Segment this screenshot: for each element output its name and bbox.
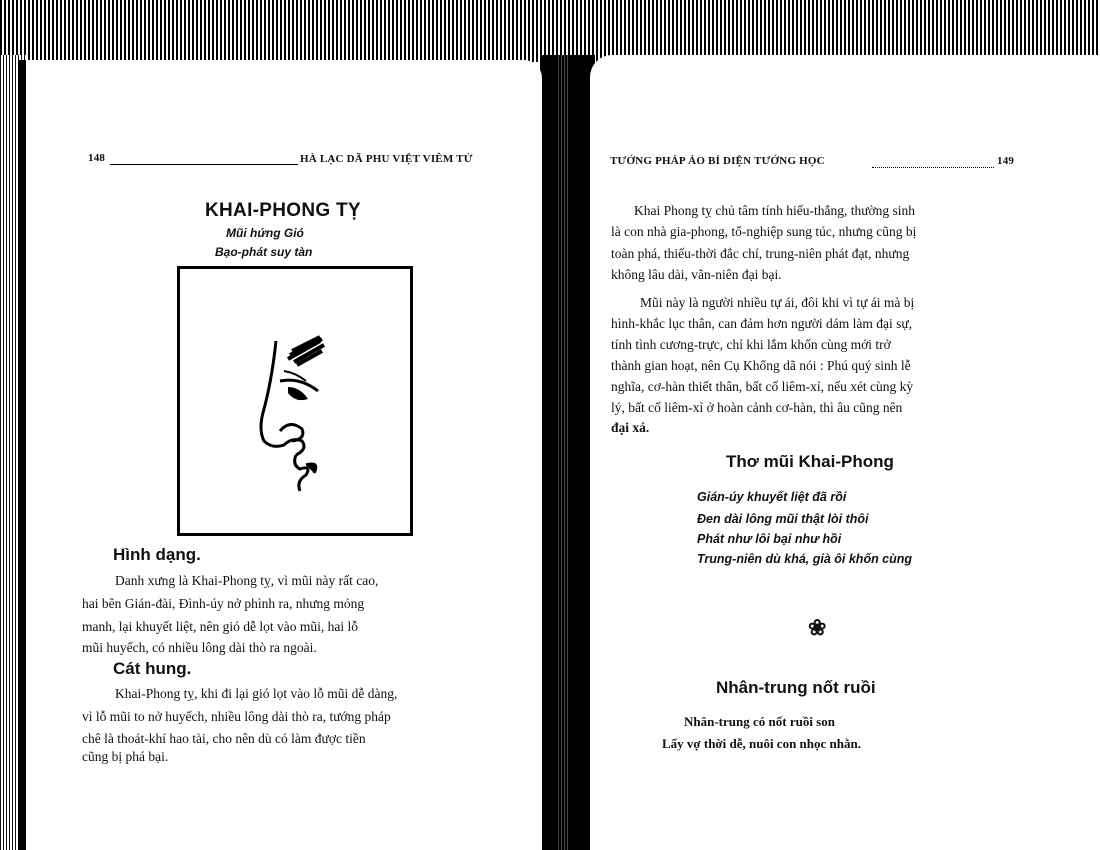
para2-line-5: nghĩa, cơ-hàn thiết thân, bất cố liêm-xỉ, nếu xét cùng kỳ (611, 379, 914, 394)
para2-line-1: Mũi này là người nhiều tự ái, đôi khi vì tự ái mà bị (640, 295, 915, 310)
mole-section-title: Nhân-trung nốt ruồi (716, 678, 876, 697)
poem-line-4: Trung-niên dù khá, già ôi khốn cùng (697, 552, 913, 566)
right-header-rule (872, 167, 994, 168)
section-heading-fortune: Cát hung. (113, 659, 192, 678)
left-header-rule (110, 164, 298, 165)
para1-line-2: là con nhà gia-phong, tổ-nghiệp sung túc, nhưng cũng bị (611, 224, 917, 239)
right-page-number: 149 (997, 155, 1015, 167)
para2-line-6: lý, bất cố liêm-xỉ ở hoàn cảnh cơ-hàn, thì âu cũng nên (611, 400, 903, 415)
shape-line-4: mũi huyếch, có nhiều lông dài thò ra ngoài. (82, 640, 317, 655)
verse-line-2: Lấy vợ thời dễ, nuôi con nhọc nhằn. (662, 736, 861, 751)
shape-line-3: manh, lại khuyết liệt, nên gió dễ lọt vào mũi, hai lỗ (82, 619, 358, 634)
right-running-header: TƯỚNG PHÁP ÁO BÍ DIỆN TƯỚNG HỌC (610, 155, 825, 167)
para2-line-4: thành gian hoạt, nên Cụ Khổng dã nói : Phú quý sinh lễ (611, 358, 911, 373)
para2-line-2: hình-khắc lục thân, can đảm hơn người dám làm đại sự, (611, 316, 913, 331)
shape-line-1: Danh xưng là Khai-Phong tỵ, vì mũi này rất cao, (115, 573, 379, 588)
poem-line-1: Gián-úy khuyết liệt đã rồi (697, 490, 847, 504)
left-running-header: HÀ LẠC DÃ PHU VIỆT VIÊM TỬ (300, 153, 473, 165)
poem-title: Thơ mũi Khai-Phong (726, 452, 894, 471)
book-gutter-texture (558, 55, 568, 850)
fortune-line-4: cũng bị phá bại. (82, 749, 169, 764)
fortune-line-2: vì lỗ mũi to nở huyếch, nhiều lông dài thò ra, tướng pháp (82, 709, 391, 724)
fortune-line-3: chê là thoát-khí hao tài, cho nên dù có làm được tiền (82, 731, 366, 746)
shape-line-2: hai bên Gián-đài, Đình-úy nở phình ra, nhưng mỏng (82, 596, 365, 611)
para2-line-7: đại xá. (611, 420, 650, 435)
chapter-subtitle-1: Mũi hứng Gió (226, 226, 304, 240)
para1-line-1: Khai Phong tỵ chủ tâm tính hiếu-thắng, thường sinh (634, 203, 916, 218)
para2-line-3: tính tình cương-trực, chỉ khi lắm khốn cùng mới trở (611, 337, 891, 352)
face-profile-drawing (180, 269, 410, 533)
flower-ornament-icon: ❀ (808, 615, 827, 640)
scan-top-edge (0, 0, 1100, 62)
chapter-title: KHAI-PHONG TỴ (205, 200, 361, 221)
nose-illustration (177, 266, 413, 536)
poem-line-3: Phát như lôi bại như hồi (697, 532, 842, 546)
scan-left-shadow (18, 60, 26, 850)
para1-line-4: không lâu dài, vãn-niên đại bại. (611, 267, 782, 282)
fortune-line-1: Khai-Phong tỵ, khi đi lại gió lọt vào lỗ mũi dễ dàng, (115, 686, 398, 701)
para1-line-3: toàn phá, thiếu-thời đắc chí, trung-niên phát đạt, nhưng (611, 246, 910, 261)
verse-line-1: Nhân-trung có nốt ruồi son (684, 714, 835, 729)
poem-line-2: Đen dài lông mũi thật lòi thôi (697, 512, 869, 526)
left-page-number: 148 (88, 152, 106, 164)
chapter-subtitle-2: Bạo-phát suy tàn (215, 245, 313, 259)
section-heading-shape: Hình dạng. (113, 545, 201, 564)
